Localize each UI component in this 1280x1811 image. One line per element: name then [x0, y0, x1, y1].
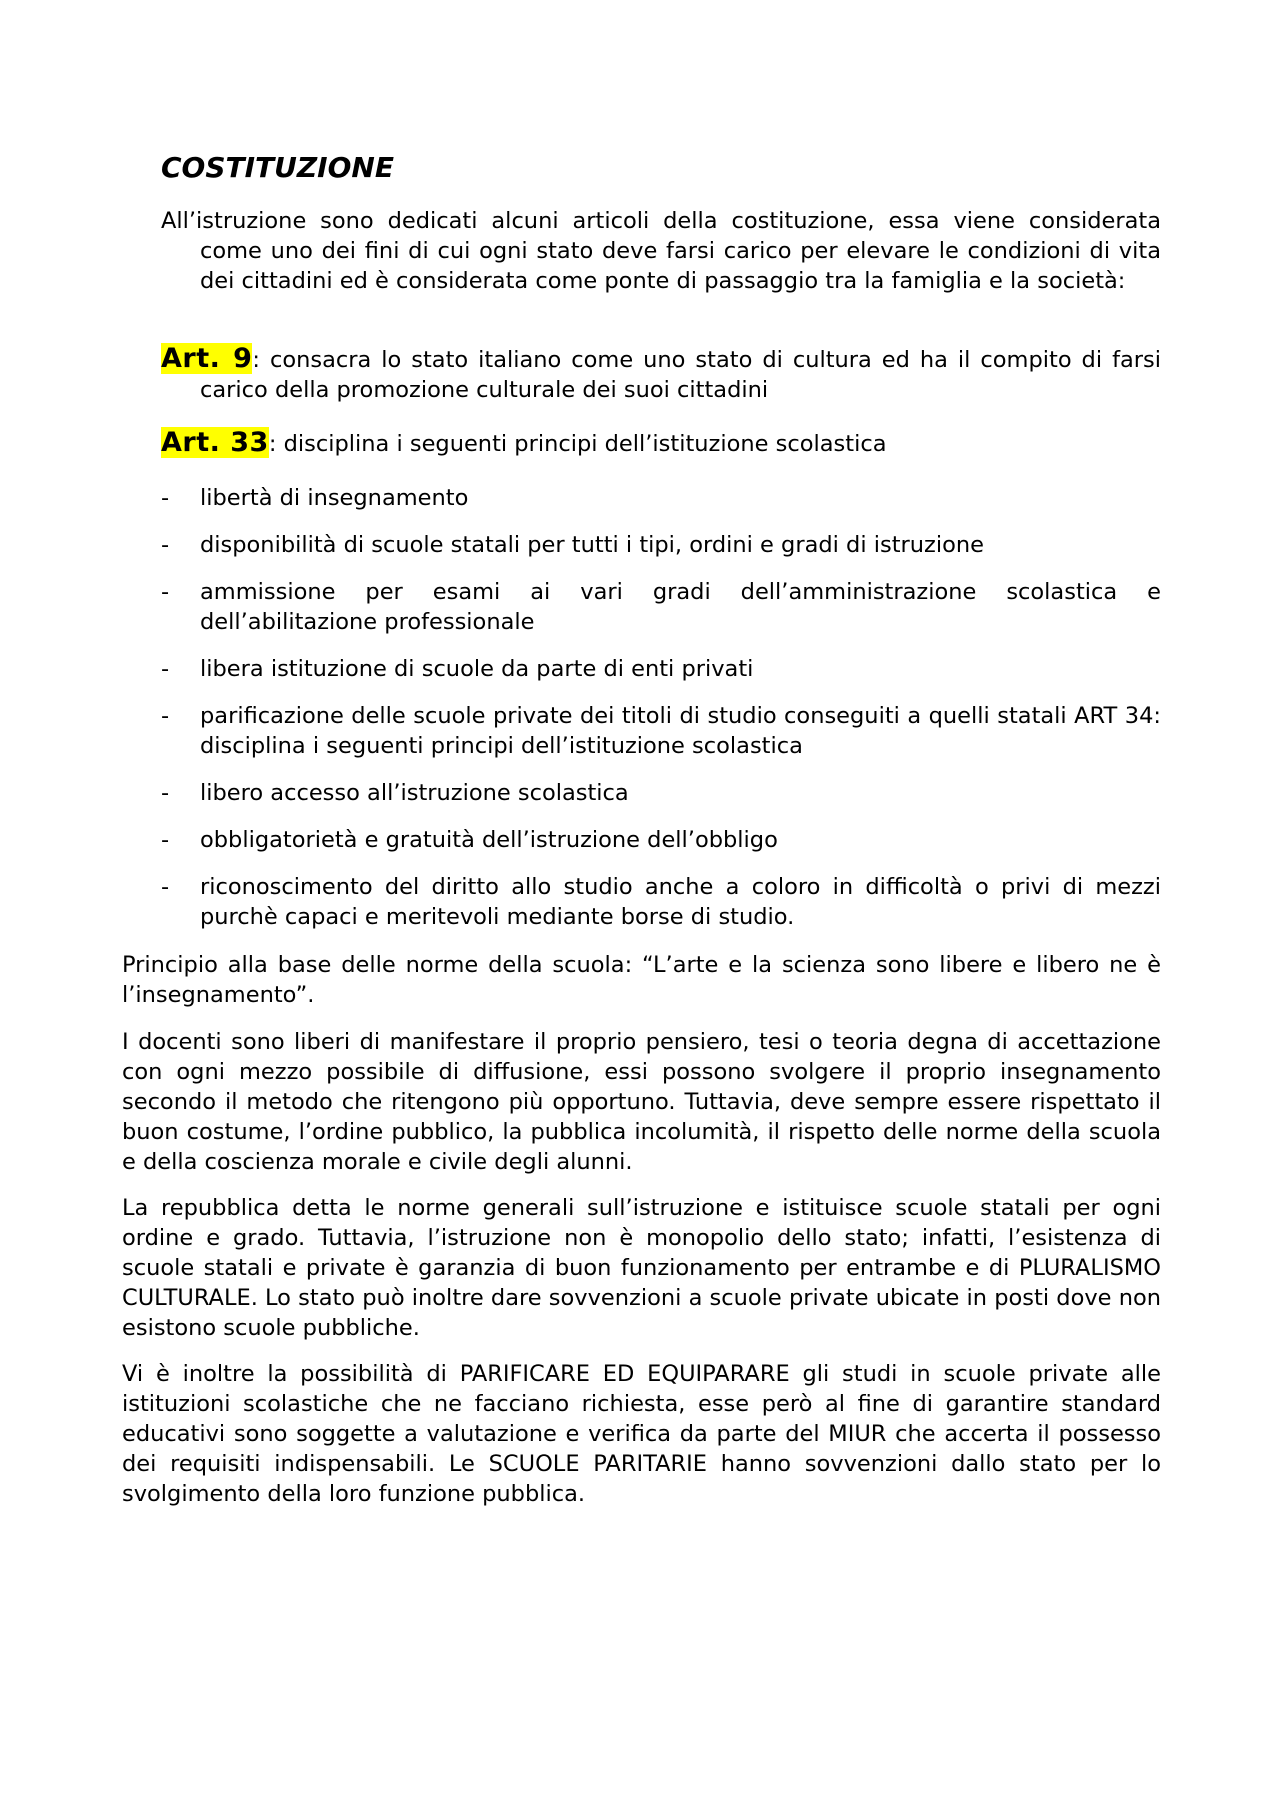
article-33-paragraph [161, 428, 1161, 459]
list-dash: - [161, 656, 170, 682]
article-33-label: Art. 33 [161, 427, 269, 458]
list-item-text: libero accesso all’istruzione scolastica [200, 780, 629, 806]
list-dash: - [161, 532, 170, 558]
list-item [161, 872, 1161, 932]
body-paragraph [122, 1359, 1161, 1509]
list-item [161, 778, 1161, 808]
list-item-text: ammissione per esami ai vari gradi dell’amministrazione scolastica e dell’abilitazione professionale [200, 579, 1161, 635]
paragraph-text: I docenti sono liberi di manifestare il proprio pensiero, tesi o teoria degna di accettazione con ogni mezzo possibile di diffusione, essi possono svolgere il proprio insegnamento secondo il metodo che ritengono più opportuno. Tuttavia, deve sempre essere rispettato il buon costume, l’ordine pubblico, la pubblica incolumità, il rispetto delle norme della scuola e della coscienza morale e civile degli alunni. [122, 1029, 1161, 1175]
body-paragraph [122, 1193, 1161, 1343]
list-dash: - [161, 780, 170, 806]
list-item [161, 701, 1161, 761]
article-9-paragraph [161, 344, 1161, 405]
list-dash: - [161, 579, 170, 605]
list-dash: - [161, 874, 170, 900]
body-paragraph [122, 1027, 1161, 1177]
body-paragraph [122, 950, 1161, 1010]
intro-paragraph [161, 206, 1161, 296]
list-item [161, 483, 1161, 513]
list-item-text: obbligatorietà e gratuità dell’istruzione dell’obbligo [200, 827, 778, 853]
intro-text: All’istruzione sono dedicati alcuni articoli della costituzione, essa viene considerata come uno dei fini di cui ogni stato deve farsi carico per elevare le condizioni di vita dei cittadini ed è considerata come ponte di passaggio tra la famiglia e la società: [161, 208, 1161, 294]
list-item [161, 530, 1161, 560]
article-9-text: : consacra lo stato italiano come uno stato di cultura ed ha il compito di farsi carico della promozione culturale dei suoi cittadini [200, 347, 1162, 403]
list-item [161, 654, 1161, 684]
list-item-text: libertà di insegnamento [200, 485, 469, 511]
list-item [161, 577, 1161, 637]
page-title: COSTITUZIONE [161, 151, 394, 184]
list-item-text: disponibilità di scuole statali per tutti i tipi, ordini e gradi di istruzione [200, 532, 984, 558]
article-33-text: : disciplina i seguenti principi dell’istituzione scolastica [268, 431, 887, 457]
paragraph-text: Vi è inoltre la possibilità di PARIFICARE ED EQUIPARARE gli studi in scuole private alle istituzioni scolastiche che ne facciano richiesta, esse però al fine di garantire standard educativi sono soggette a valutazione e verifica da parte del MIUR che accerta il possesso dei requisiti indispensabili. Le SCUOLE PARITARIE hanno sovvenzioni dallo stato per lo svolgimento della loro funzione pubblica. [122, 1361, 1161, 1507]
list-dash: - [161, 485, 170, 511]
list-dash: - [161, 703, 170, 729]
list-item-text: libera istituzione di scuole da parte di enti privati [200, 656, 754, 682]
paragraph-text: Principio alla base delle norme della scuola: “L’arte e la scienza sono libere e libero ne è l’insegnamento”. [122, 952, 1161, 1008]
paragraph-text: La repubblica detta le norme generali sull’istruzione e istituisce scuole statali per ogni ordine e grado. Tuttavia, l’istruzione non è monopolio dello stato; infatti, l’esistenza di scuole statali e private è garanzia di buon funzionamento per entrambe e di PLURALISMO CULTURALE. Lo stato può inoltre dare sovvenzioni a scuole private ubicate in posti dove non esistono scuole pubbliche. [122, 1195, 1161, 1341]
list-item [161, 825, 1161, 855]
list-item-text: riconoscimento del diritto allo studio anche a coloro in difficoltà o privi di mezzi purchè capaci e meritevoli mediante borse di studio. [200, 874, 1161, 930]
list-dash: - [161, 827, 170, 853]
list-item-text: parificazione delle scuole private dei titoli di studio conseguiti a quelli statali ART 34: disciplina i seguenti principi dell’istituzione scolastica [200, 703, 1161, 759]
article-9-label: Art. 9 [161, 343, 253, 374]
